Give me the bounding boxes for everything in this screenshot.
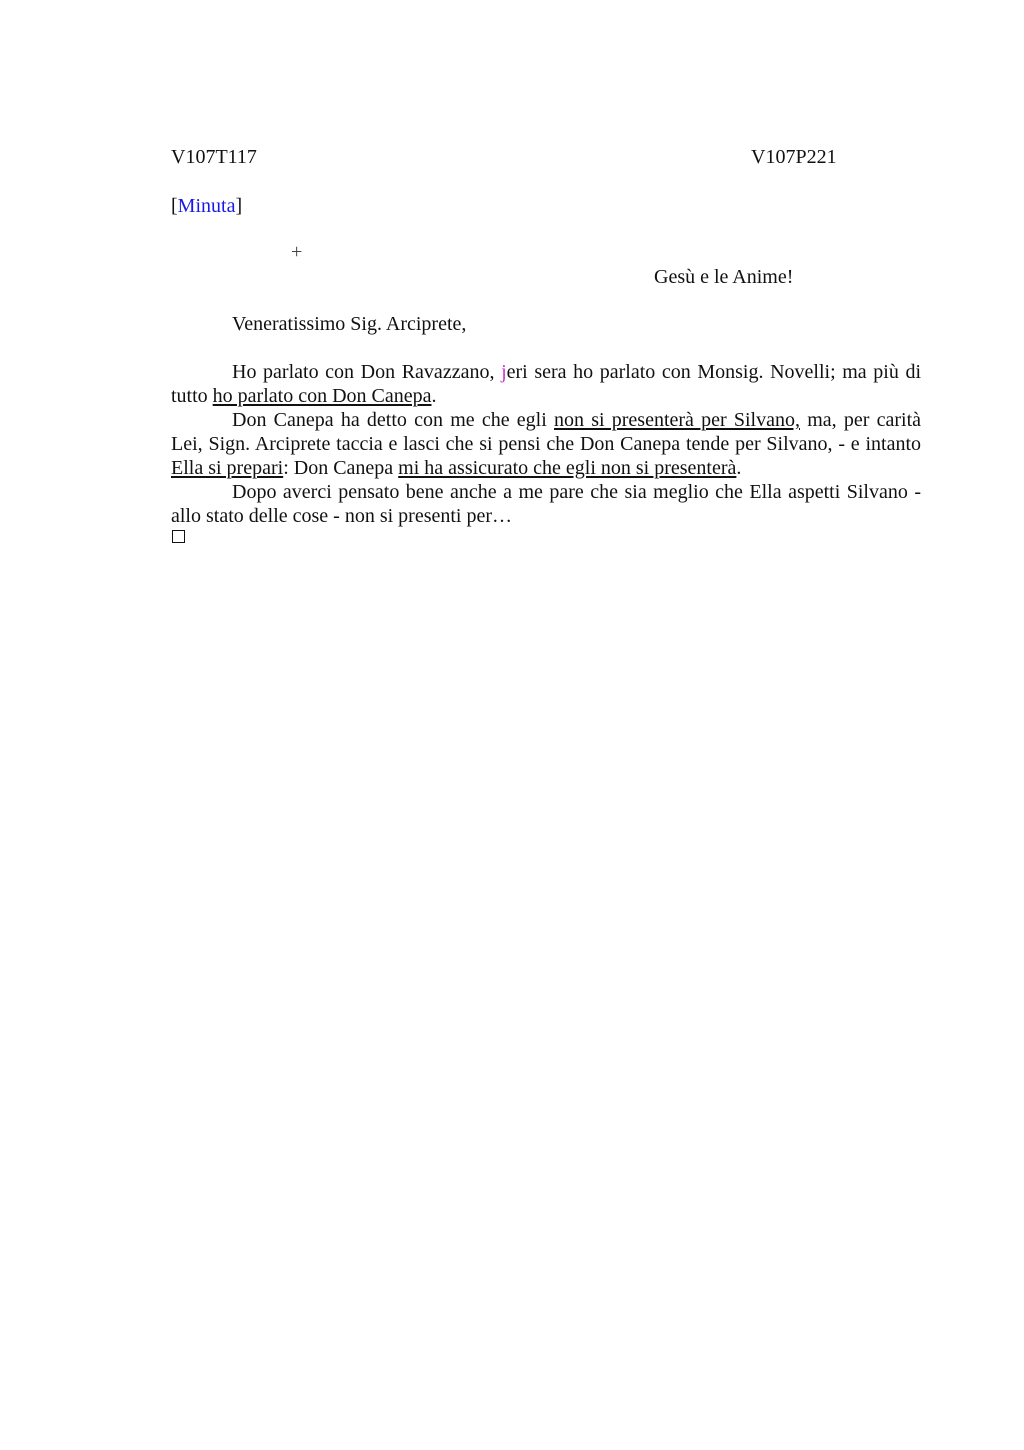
- minuta-label: [171, 195, 242, 218]
- bracket-open: [: [171, 195, 178, 217]
- p1-text-a: Ho parlato con Don Ravazzano,: [232, 361, 502, 383]
- square-icon: [172, 530, 185, 543]
- p3-text-a: Dopo averci pensato bene anche a me pare che sia meglio che Ella aspetti Silvano - allo stato delle cose - non si presenti per…: [171, 481, 921, 527]
- paragraph-3: [171, 480, 921, 528]
- p1-text-b: eri sera ho parlato con Monsig. Novelli; ma più di tutto: [171, 361, 922, 407]
- p2-text-c: : Don Canepa: [283, 457, 399, 479]
- p1-highlight-letter: j: [501, 361, 507, 383]
- p1-text-c: .: [431, 385, 437, 407]
- p2-text-d: .: [736, 457, 742, 479]
- p2-text-b: ma, per carità Lei, Sign. Arciprete taccia e lasci che si pensi che Don Canepa tende per Silvano, - e intanto: [171, 409, 921, 455]
- document-code-right: V107P221: [751, 146, 837, 168]
- p1-underlined-1: ho parlato con Don Canepa: [212, 385, 432, 407]
- salutation-text: Veneratissimo Sig. Arciprete,: [232, 313, 467, 335]
- p2-text-a: Don Canepa ha detto con me che egli: [232, 409, 554, 431]
- document-code-left: V107T117: [171, 146, 257, 168]
- invocation-text: Gesù e le Anime!: [654, 266, 794, 288]
- letter-body: [171, 360, 921, 528]
- paragraph-2: [171, 408, 921, 480]
- minuta-text: Minuta: [177, 195, 236, 217]
- p2-underlined-3: mi ha assicurato che egli non si presenterà: [398, 457, 737, 479]
- cross-mark: +: [291, 241, 303, 263]
- paragraph-1: [171, 360, 921, 408]
- p2-underlined-2: Ella si prepari: [171, 457, 284, 479]
- bracket-close: ]: [235, 195, 243, 217]
- p2-underlined-1: non si presenterà per Silvano,: [554, 409, 800, 431]
